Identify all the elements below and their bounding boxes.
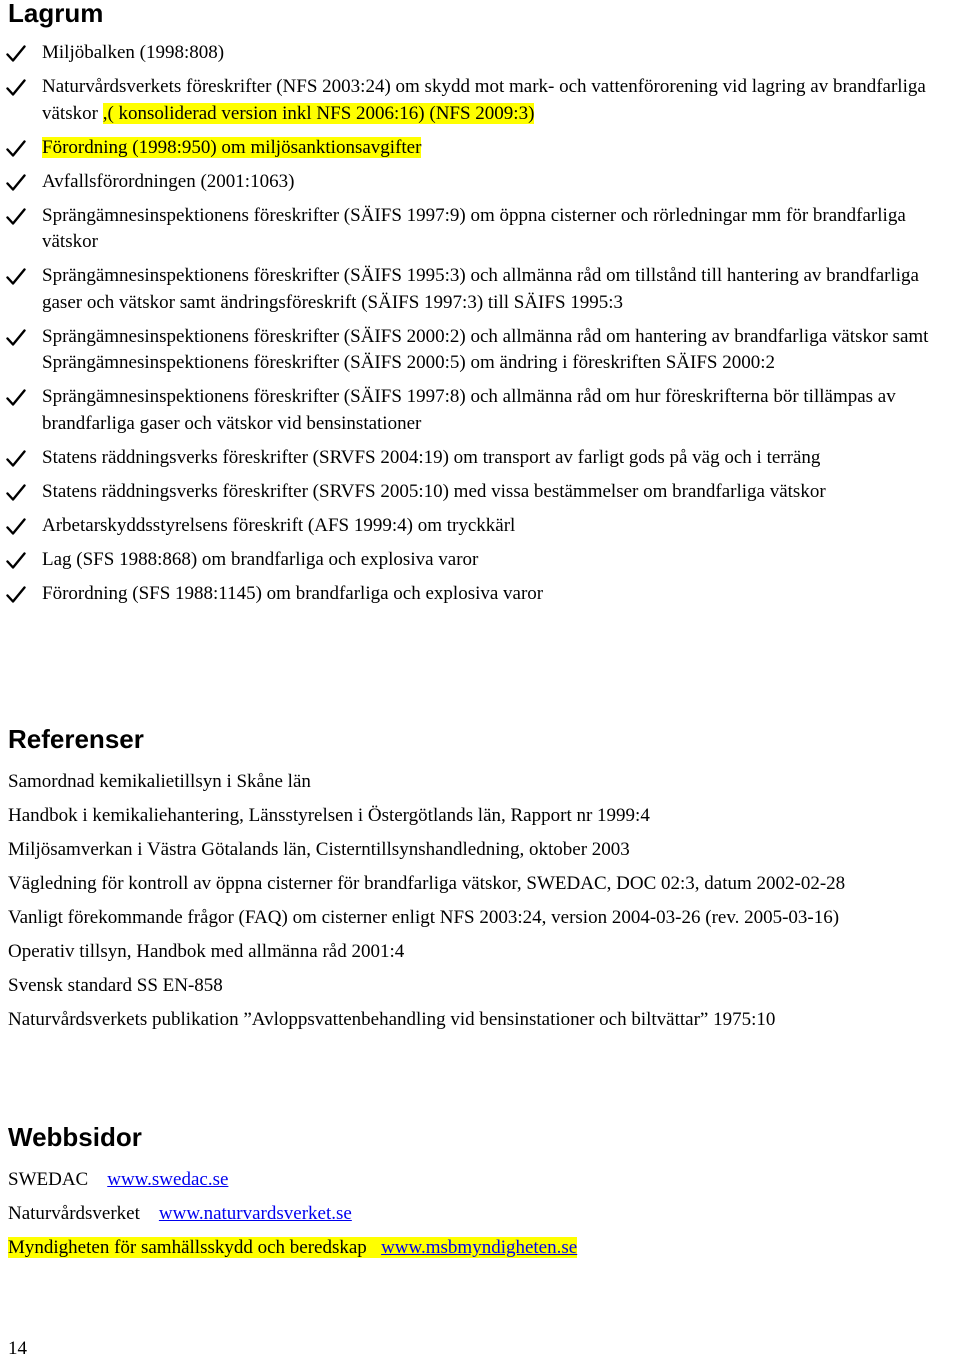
website-link-msb[interactable]: www.msbmyndigheten.se: [381, 1237, 578, 1258]
page-number: 14: [8, 1338, 27, 1359]
website-row: [8, 1166, 956, 1200]
section-title-lagrum: Lagrum: [8, 0, 104, 28]
list-item: [0, 445, 960, 472]
reference-item: Samordnad kemikalietillsyn i Skåne län: [8, 771, 311, 792]
check-icon: [6, 484, 26, 502]
check-icon: [6, 268, 26, 286]
list-item: [0, 263, 960, 316]
reference-item: Vanligt förekommande frågor (FAQ) om cisterner enligt NFS 2003:24, version 2004-03-26 (rev. 2005-03-16): [8, 907, 840, 928]
check-icon: [6, 79, 26, 97]
item-highlight: Förordning (1998:950) om miljösanktionsavgifter: [42, 136, 422, 158]
item-text: Naturvårdsverkets föreskrifter (NFS 2003:24) om skydd mot mark- och vattenförorening vid lagring av brandfarliga vätskor: [42, 76, 926, 124]
website-org: Naturvårdsverket: [8, 1203, 140, 1224]
reference-item: Naturvårdsverkets publikation ”Avloppsvattenbehandling vid bensinstationer och biltvättar” 1975:10: [8, 1009, 776, 1030]
item-text: Statens räddningsverks föreskrifter (SRVFS 2005:10) med vissa bestämmelser om brandfarliga vätskor: [42, 480, 826, 502]
item-text: Sprängämnesinspektionens föreskrifter (SÄIFS 2000:2) och allmänna råd om hantering av brandfarliga vätskor samt Sprängämnesinspektionens föreskrifter (SÄIFS 2000:5) om ändring i föreskriften SÄIFS 2000:2: [42, 325, 929, 373]
item-text: Arbetarskyddsstyrelsens föreskrift (AFS 1999:4) om tryckkärl: [42, 514, 516, 536]
check-icon: [6, 518, 26, 536]
list-item: [0, 324, 960, 377]
reference-item: Svensk standard SS EN-858: [8, 975, 223, 996]
item-text: Sprängämnesinspektionens föreskrifter (SÄIFS 1997:9) om öppna cisterner och rörledningar mm för brandfarliga vätskor: [42, 204, 906, 252]
list-item: [0, 40, 960, 67]
website-row: [8, 1234, 956, 1268]
list-item: [0, 203, 960, 256]
check-icon: [6, 389, 26, 407]
list-item: [0, 74, 960, 127]
section-title-referenser: Referenser: [8, 724, 144, 754]
item-highlight: ,( konsoliderad version inkl NFS 2006:16) (NFS 2009:3): [102, 102, 535, 124]
website-list: [8, 1166, 956, 1268]
item-text: Statens räddningsverks föreskrifter (SRVFS 2004:19) om transport av farligt gods på väg och i terräng: [42, 446, 821, 468]
list-item: [0, 384, 960, 437]
check-icon: [6, 174, 26, 192]
item-text: Avfallsförordningen (2001:1063): [42, 170, 295, 192]
lagrum-list: [0, 40, 960, 615]
item-text: Miljöbalken (1998:808): [42, 42, 225, 63]
reference-list: [8, 768, 956, 1040]
list-item: [0, 513, 960, 540]
check-icon: [6, 45, 26, 63]
item-text: Lag (SFS 1988:868) om brandfarliga och explosiva varor: [42, 548, 479, 570]
list-item: [0, 169, 960, 196]
check-icon: [6, 450, 26, 468]
list-item: [0, 581, 960, 608]
check-icon: [6, 140, 26, 158]
item-text: Sprängämnesinspektionens föreskrifter (SÄIFS 1997:8) och allmänna råd om hur föreskrifterna bör tillämpas av brandfarliga gaser och vätskor vid bensinstationer: [42, 386, 896, 434]
check-icon: [6, 586, 26, 604]
website-row: [8, 1200, 956, 1234]
check-icon: [6, 208, 26, 226]
item-text: Förordning (SFS 1988:1145) om brandfarliga och explosiva varor: [42, 582, 544, 604]
list-item: [0, 547, 960, 574]
website-link-naturvardsverket[interactable]: www.naturvardsverket.se: [158, 1203, 352, 1224]
website-link-swedac[interactable]: www.swedac.se: [107, 1169, 229, 1190]
check-icon: [6, 329, 26, 347]
reference-item: Miljösamverkan i Västra Götalands län, Cisterntillsynshandledning, oktober 2003: [8, 839, 630, 860]
check-icon: [6, 552, 26, 570]
list-item: [0, 479, 960, 506]
website-org: Myndigheten för samhällsskydd och beredskap: [8, 1237, 367, 1258]
section-title-webbsidor: Webbsidor: [8, 1122, 142, 1152]
list-item: [0, 135, 960, 162]
reference-item: Operativ tillsyn, Handbok med allmänna råd 2001:4: [8, 941, 405, 962]
item-text: Sprängämnesinspektionens föreskrifter (SÄIFS 1995:3) och allmänna råd om tillstånd till hantering av brandfarliga gaser och vätskor samt ändringsföreskrift (SÄIFS 1997:3) till SÄIFS 1995:3: [42, 265, 919, 313]
reference-item: Handbok i kemikaliehantering, Länsstyrelsen i Östergötlands län, Rapport nr 1999:4: [8, 805, 650, 826]
reference-item: Vägledning för kontroll av öppna cisterner för brandfarliga vätskor, SWEDAC, DOC 02:3, datum 2002-02-28: [8, 873, 846, 894]
website-org: SWEDAC: [8, 1169, 89, 1190]
